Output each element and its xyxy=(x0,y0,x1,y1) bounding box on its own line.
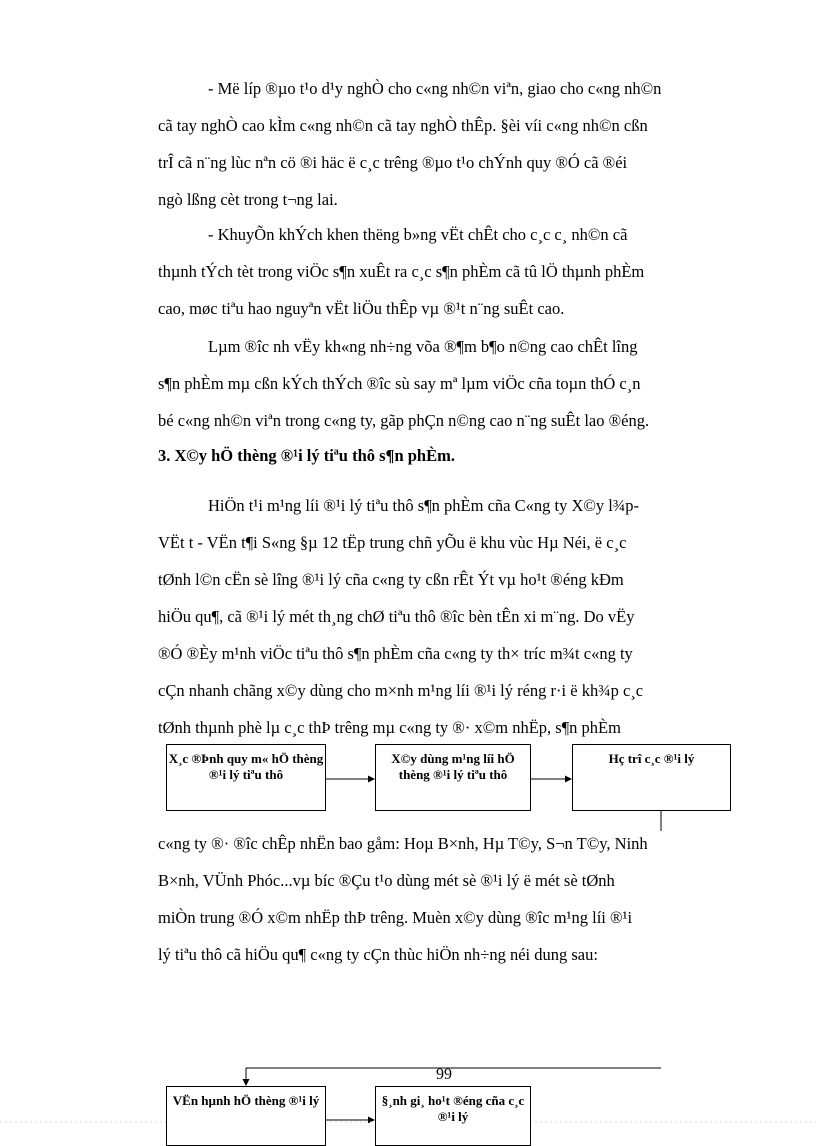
page-number: 99 xyxy=(436,1066,452,1083)
flow-box-support-agents: Hç trî c¸c ®¹i lý xyxy=(572,744,731,811)
text-line: lý tiªu thô cã hiÖu qu¶ c«ng ty cÇn thùc hiÖn nh÷ng néi dung sau: xyxy=(158,945,598,964)
paragraph-vocational-training xyxy=(158,70,738,218)
arrow-head xyxy=(368,1117,375,1124)
text-line: c«ng ty ®· ®îc chÊp nhËn bao gåm: Hoµ B×nh, Hµ T©y, S¬n T©y, Ninh xyxy=(158,834,648,853)
flow-box-operate-system: VËn hµnh hÖ thèng ®¹i lý xyxy=(166,1086,326,1146)
text-line: - KhuyÕn khÝch khen thëng b»ng vËt chÊt cho c¸c c¸ nh©n cã xyxy=(208,225,628,244)
section-heading: 3. X©y hÖ thèng ®¹i lý tiªu thô s¶n phÈm. xyxy=(158,446,455,465)
text-line: Lµm ®îc nh vËy kh«ng nh÷ng võa ®¶m b¶o n©ng cao chÊt lîng xyxy=(208,337,638,356)
text-line: cÇn nhanh chãng x©y dùng cho m×nh m¹ng líi ®¹i lý réng r·i ë kh¾p c¸c xyxy=(158,681,644,700)
text-line: thµnh tÝch tèt trong viÖc s¶n xuÊt ra c¸c s¶n phÈm cã tû lÖ thµnh phÈm xyxy=(158,262,645,281)
text-line: tØnh thµnh phè lµ c¸c thÞ trêng mµ c«ng ty ®· x©m nhËp, s¶n phÈm xyxy=(158,718,621,737)
text-line: hiÖu qu¶, cã ®¹i lý mét th¸ng chØ tiªu thô ®îc bèn tÊn xi m¨ng. Do vËy xyxy=(158,607,635,626)
text-line: B×nh, VÜnh Phóc...vµ bíc ®Çu t¹o dùng mét sè ®¹i lý ë mét sè tØnh xyxy=(158,871,615,890)
arrow-head xyxy=(243,1079,250,1086)
paragraph-rewards xyxy=(158,216,738,327)
text-line: VËt t - VËn t¶i S«ng §µ 12 tËp trung chñ yÕu ë khu vùc Hµ Néi, ë c¸c xyxy=(158,533,627,552)
text-line: trÎ cã n¨ng lùc nªn cö ®i häc ë c¸c trêng ®µo t¹o chÝnh quy ®Ó cã ®éi xyxy=(158,153,628,172)
text-line: cã tay nghÒ cao kÌm c«ng nh©n cã tay nghÒ thÊp. §èi víi c«ng nh©n cßn xyxy=(158,116,648,135)
flow-box-build-network: X©y dùng m¹ng líi hÖ thèng ®¹i lý tiªu thô xyxy=(375,744,531,811)
text-line: ®Ó ®Èy m¹nh viÖc tiªu thô s¶n phÈm cña c«ng ty th× tríc m¾t c«ng ty xyxy=(158,644,633,663)
arrow-head xyxy=(565,776,572,783)
text-line: s¶n phÈm mµ cßn kÝch thÝch ®îc sù say mª lµm viÖc cña toµn thÓ c¸n xyxy=(158,374,641,393)
arrow-head xyxy=(368,776,375,783)
paragraph-quality xyxy=(158,328,738,439)
text-line: miÒn trung ®Ó x©m nhËp thÞ trêng. Muèn x©y dùng ®îc m¹ng líi ®¹i xyxy=(158,908,633,927)
text-line: tØnh l©n cËn sè lîng ®¹i lý cña c«ng ty cßn rÊt Ýt vµ ho¹t ®éng kÐm xyxy=(158,570,624,589)
text-line: HiÖn t¹i m¹ng líi ®¹i lý tiªu thô s¶n phÈm cña C«ng ty X©y l¾p- xyxy=(208,496,639,515)
flow-box-evaluate-agents: §¸nh gi¸ ho¹t ®éng cña c¸c ®¹i lý xyxy=(375,1086,531,1146)
text-line: ngò lßng cèt trong t¬ng lai. xyxy=(158,190,338,209)
text-line: cao, møc tiªu hao nguyªn vËt liÖu thÊp vµ ®¹t n¨ng suÊt cao. xyxy=(158,299,565,318)
paragraph-agent-network xyxy=(158,487,738,746)
text-line: - Më líp ®µo t¹o d¹y nghÒ cho c«ng nh©n viªn, giao cho c«ng nh©n xyxy=(208,79,662,98)
flow-box-determine-scale: X¸c ®Þnh quy m« hÖ thèng ®¹i lý tiªu thô xyxy=(166,744,326,811)
text-line: bé c«ng nh©n viªn trong c«ng ty, gãp phÇn n©ng cao n¨ng suÊt lao ®éng. xyxy=(158,411,650,430)
paragraph-accepted-markets xyxy=(158,825,738,973)
